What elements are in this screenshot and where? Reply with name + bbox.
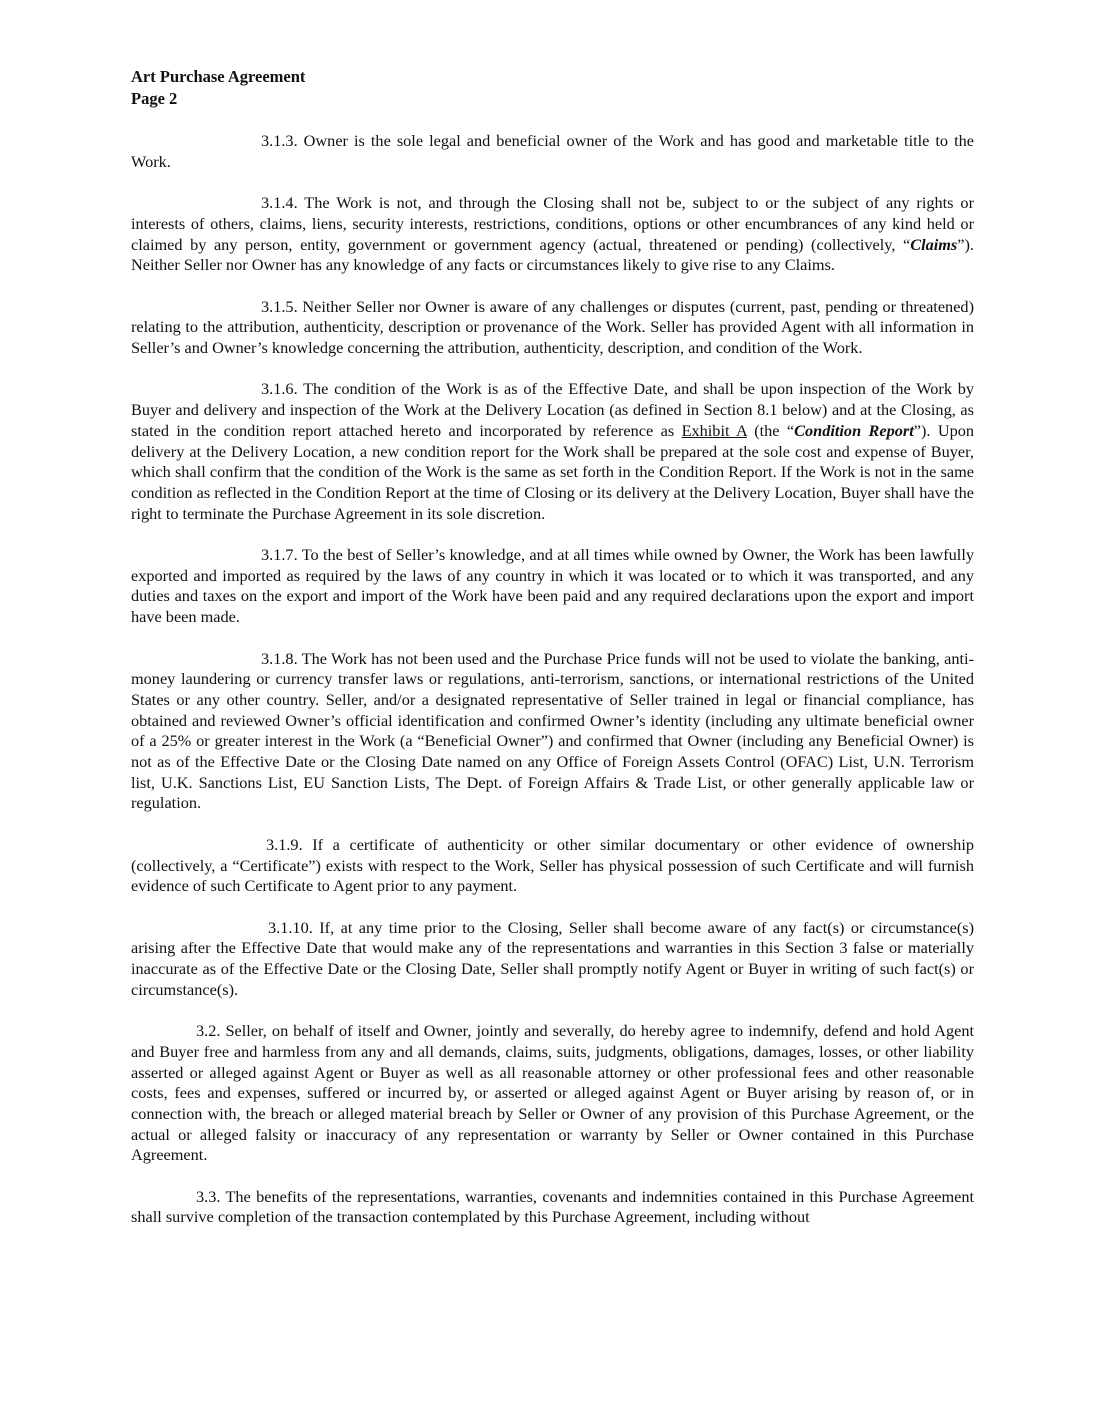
section-3-1-6	[131, 379, 974, 524]
document-title: Art Purchase Agreement	[131, 67, 306, 86]
page-header	[131, 66, 305, 110]
section-3-1-4-text-b: ”). Neither Seller nor Owner has any knowledge of any facts or circumstances likely to give rise to any Claims.	[131, 234, 974, 275]
section-3-1-6-text-a: 3.1.6. The condition of the Work is as of the Effective Date, and shall be upon inspection of the Work by Buyer and delivery and inspection of the Work at the Delivery Location (as defined in Section 8.1 below) and at the Closing, as stated in the condition report attached hereto and incorporated by reference as	[131, 379, 974, 440]
section-3-2: 3.2. Seller, on behalf of itself and Owner, jointly and severally, do hereby agree to indemnify, defend and hold Agent and Buyer free and harmless from any and all demands, claims, suits, judgments, obligations, damages, losses, or other liability asserted or alleged against Agent or Buyer as well as all reasonable attorney or other professional fees and other reasonable costs, fees and expenses, suffered or incurred by, or asserted or alleged against Agent or Buyer arising by reason of, or in connection with, the breach or alleged material breach by Seller or Owner of any provision of this Purchase Agreement, or the actual or alleged falsity or inaccuracy of any representation or warranty by Seller or Owner contained in this Purchase Agreement.	[131, 1021, 974, 1165]
section-3-1-10: 3.1.10. If, at any time prior to the Closing, Seller shall become aware of any fact(s) or circumstance(s) arising after the Effective Date that would make any of the representations and warranties in this Section 3 false or materially inaccurate as of the Effective Date or the Closing Date, Seller shall promptly notify Agent or Buyer in writing of such fact(s) or circumstance(s).	[131, 917, 974, 999]
section-3-1-4-text-a: 3.1.4. The Work is not, and through the Closing shall not be, subject to or the subject of any rights or interests of others, claims, liens, security interests, restrictions, conditions, options or other encumbrances of any kind held or claimed by any person, entity, government or government agency (actual, threatened or pending) (collectively, “	[131, 193, 974, 254]
section-3-1-6-text-b: (the “	[746, 420, 795, 440]
section-3-1-7: 3.1.7. To the best of Seller’s knowledge, and at all times while owned by Owner, the Work has been lawfully exported and imported as required by the laws of any country in which it was located or to which it was transported, and any duties and taxes on the export and import of the Work have been paid and any required declarations upon the export and import have been made.	[131, 545, 974, 627]
section-3-3: 3.3. The benefits of the representations, warranties, covenants and indemnities contained in this Purchase Agreement shall survive completion of the transaction contemplated by this Purchase Agreement, including without	[131, 1186, 974, 1227]
page-number: Page 2	[131, 89, 178, 108]
section-3-1-5: 3.1.5. Neither Seller nor Owner is aware of any challenges or disputes (current, past, pending or threatened) relating to the attribution, authenticity, description or provenance of the Work. Seller has provided Agent with all information in Seller’s and Owner’s knowledge concerning the attribution, authenticity, description, and condition of the Work.	[131, 296, 974, 357]
document-body	[131, 131, 974, 1249]
exhibit-a-reference: Exhibit A	[681, 420, 747, 440]
section-3-1-9: 3.1.9. If a certificate of authenticity or other similar documentary or other evidence of ownership (collectively, a “Certificate”) exists with respect to the Work, Seller has physical possession of such Certificate and will furnish evidence of such Certificate to Agent prior to any payment.	[131, 834, 974, 896]
defined-term-claims: Claims	[910, 234, 958, 254]
section-3-1-6-text-c: ”). Upon delivery at the Delivery Location, a new condition report for the Work shall be prepared at the sole cost and expense of Buyer, which shall confirm that the condition of the Work is the same as set forth in the Condition Report. If the Work is not in the same condition as reflected in the Condition Report at the time of Closing or its delivery at the Delivery Location, Buyer shall have the right to terminate the Purchase Agreement in its sole discretion.	[131, 420, 975, 523]
defined-term-condition-report: Condition Report	[794, 420, 914, 440]
section-3-1-8: 3.1.8. The Work has not been used and the Purchase Price funds will not be used to violate the banking, anti-money laundering or currency transfer laws or regulations, anti-terrorism, sanctions, or international restrictions of the United States or any other country. Seller, and/or a designated representative of Seller trained in legal or financial compliance, has obtained and reviewed Owner’s official identification and confirmed Owner’s identity (including any ultimate beneficial owner of a 25% or greater interest in the Work (a “Beneficial Owner”) and confirmed that Owner (including any Beneficial Owner) is not as of the Effective Date or the Closing Date named on any Office of Foreign Assets Control (OFAC) List, U.N. Terrorism list, U.K. Sanctions List, EU Sanction Lists, The Dept. of Foreign Affairs & Trade List, or other generally applicable law or regulation.	[131, 648, 974, 813]
section-3-1-3: 3.1.3. Owner is the sole legal and beneficial owner of the Work and has good and marketable title to the Work.	[131, 131, 974, 171]
section-3-1-4	[131, 193, 974, 276]
